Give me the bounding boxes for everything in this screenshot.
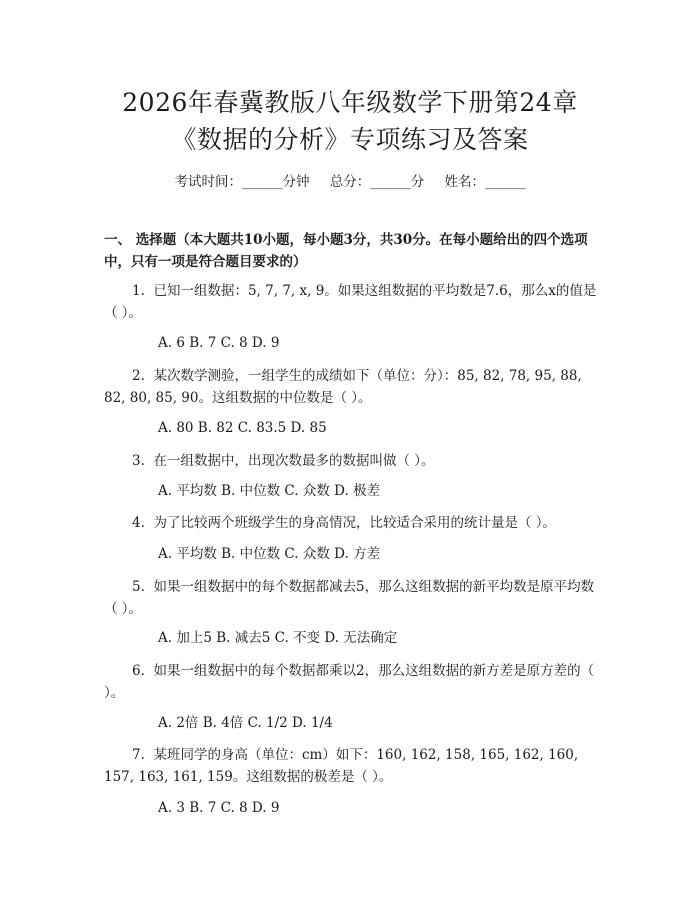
question-text: 已知一组数据：5, 7, 7, x, 9。如果这组数据的平均数是7.6，那么x的值是（ ）。 <box>104 283 597 321</box>
question-5-options: A. 加上5 B. 减去5 C. 不变 D. 无法确定 <box>158 630 398 646</box>
question-text: 如果一组数据中的每个数据都减去5，那么这组数据的新平均数是原平均数（ ）。 <box>104 579 595 617</box>
question-text: 某次数学测验，一组学生的成绩如下（单位：分）：85, 82, 78, 95, 88, 82, 80, 85, 90。这组数据的中位数是（ ）。 <box>104 368 582 406</box>
question-2-options: A. 80 B. 82 C. 83.5 D. 85 <box>158 420 327 436</box>
exam-time: 考试时间：______分钟 <box>174 174 310 190</box>
question-number: 1. <box>132 283 145 299</box>
question-4 <box>104 512 604 534</box>
title-line-2: 《数据的分析》专项练习及答案 <box>171 125 529 154</box>
question-text: 为了比较两个班级学生的身高情况，比较适合采用的统计量是（ ）。 <box>153 515 557 531</box>
student-name: 姓名：______ <box>444 174 526 190</box>
question-number: 6. <box>132 663 145 679</box>
question-3-options: A. 平均数 B. 中位数 C. 众数 D. 极差 <box>158 483 381 499</box>
question-1 <box>104 280 604 324</box>
question-number: 2. <box>132 368 145 384</box>
exam-meta <box>0 170 700 190</box>
question-6-options: A. 2倍 B. 4倍 C. 1/2 D. 1/4 <box>158 715 333 731</box>
question-number: 5. <box>132 579 145 595</box>
question-number: 4. <box>132 515 145 531</box>
question-number: 7. <box>132 747 145 763</box>
question-text: 如果一组数据中的每个数据都乘以2，那么这组数据的新方差是原方差的（ ）。 <box>104 663 595 701</box>
question-7 <box>104 744 604 788</box>
section-heading: 一、 选择题（本大题共10小题，每小题3分，共30分。在每小题给出的四个选项中，只有一项是符合题目要求的） <box>104 232 588 270</box>
question-text: 在一组数据中，出现次数最多的数据叫做（ ）。 <box>153 453 435 469</box>
question-5 <box>104 576 604 620</box>
question-text: 某班同学的身高（单位：cm）如下：160, 162, 158, 165, 162, 160, 157, 163, 161, 159。这组数据的极差是（ ）。 <box>104 747 579 785</box>
title-line-1: 2026年春冀教版八年级数学下册第24章 <box>122 88 578 117</box>
question-1-options: A. 6 B. 7 C. 8 D. 9 <box>158 335 280 351</box>
question-2 <box>104 365 604 409</box>
question-3 <box>104 450 604 472</box>
question-number: 3. <box>132 453 145 469</box>
question-7-options: A. 3 B. 7 C. 8 D. 9 <box>158 800 280 816</box>
question-6 <box>104 660 604 704</box>
question-4-options: A. 平均数 B. 中位数 C. 众数 D. 方差 <box>158 546 381 562</box>
exam-score: 总分：______分 <box>329 174 425 190</box>
